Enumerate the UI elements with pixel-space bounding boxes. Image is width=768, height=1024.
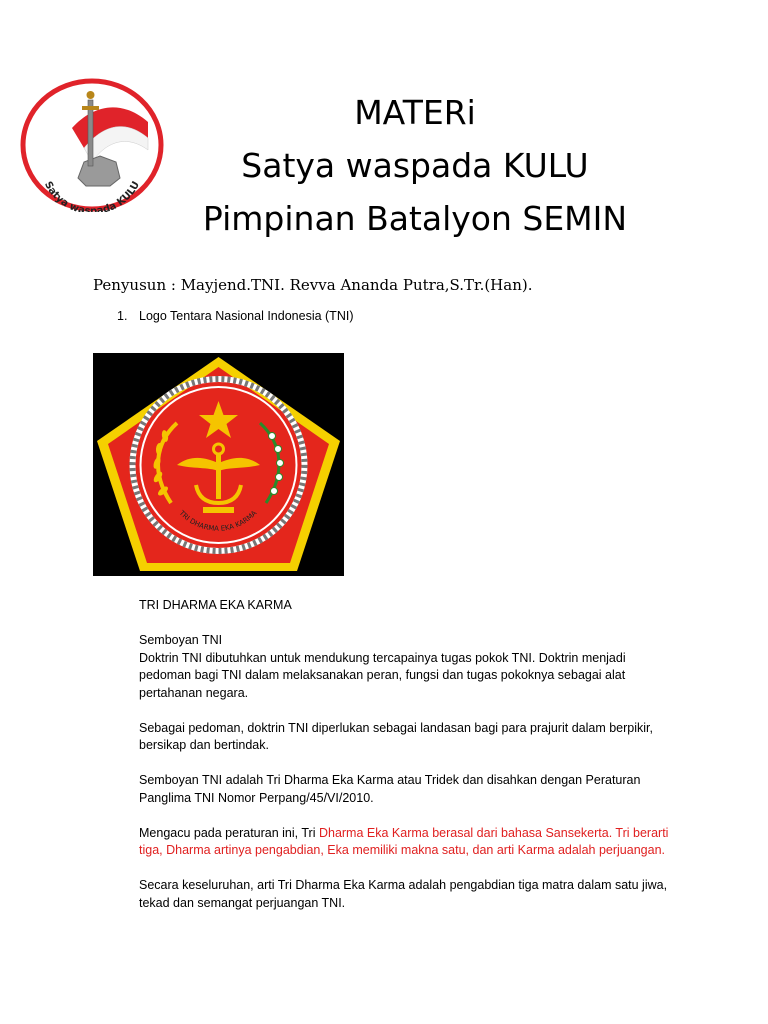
title-line-3: Pimpinan Batalyon SEMIN xyxy=(202,199,628,238)
list-item xyxy=(117,309,353,323)
content-heading: TRI DHARMA EKA KARMA xyxy=(139,598,292,612)
title-line-2: Satya waspada KULU xyxy=(241,146,589,185)
body-content xyxy=(139,597,679,930)
list-number: 1. xyxy=(117,309,128,323)
paragraph-4-highlight: Dharma Eka Karma berasal dari bahasa Sansekerta. Tri berarti tiga, Dharma artinya pengabdian, Eka memiliki makna satu, dan arti Karma adalah perjuangan. xyxy=(139,825,669,857)
paragraph-5: Secara keseluruhan, arti Tri Dharma Eka Karma adalah pengabdian tiga matra dalam satu jiwa, tekad dan semangat perjuangan TNI. xyxy=(139,878,668,910)
paragraph-4 xyxy=(139,825,679,860)
paragraph-2: Sebagai pedoman, doktrin TNI diperlukan sebagai landasan bagi para prajurit dalam berpikir, bersikap dan bertindak. xyxy=(139,720,653,752)
paragraph-1 xyxy=(139,632,679,702)
title-line-1: MATERi xyxy=(354,93,476,132)
tni-motto-text: TRI DHARMA EKA KARMA xyxy=(177,509,259,533)
list-text: Logo Tentara Nasional Indonesia (TNI) xyxy=(139,309,354,323)
semboyan-label: Semboyan TNI xyxy=(139,633,223,647)
paragraph-1-text: Doktrin TNI dibutuhkan untuk mendukung tercapainya tugas pokok TNI. Doktrin menjadi pedoman bagi TNI dalam melaksanakan peran, fungsi dan tugas pokoknya sebagai alat pertahanan negara. xyxy=(139,650,626,700)
paragraph-4-prefix: Mengacu pada peraturan ini, Tri xyxy=(139,825,319,840)
tni-logo xyxy=(93,353,344,576)
author-line: Penyusun : Mayjend.TNI. Revva Ananda Putra,S.Tr.(Han). xyxy=(93,276,533,294)
paragraph-3: Semboyan TNI adalah Tri Dharma Eka Karma atau Tridek dan disahkan dengan Peraturan Panglima TNI Nomor Perpang/45/VI/2010. xyxy=(139,773,641,805)
satya-waspada-logo xyxy=(20,78,164,212)
logo-ring-text: Satya waspada KULU xyxy=(41,179,143,212)
document-title xyxy=(150,86,680,245)
